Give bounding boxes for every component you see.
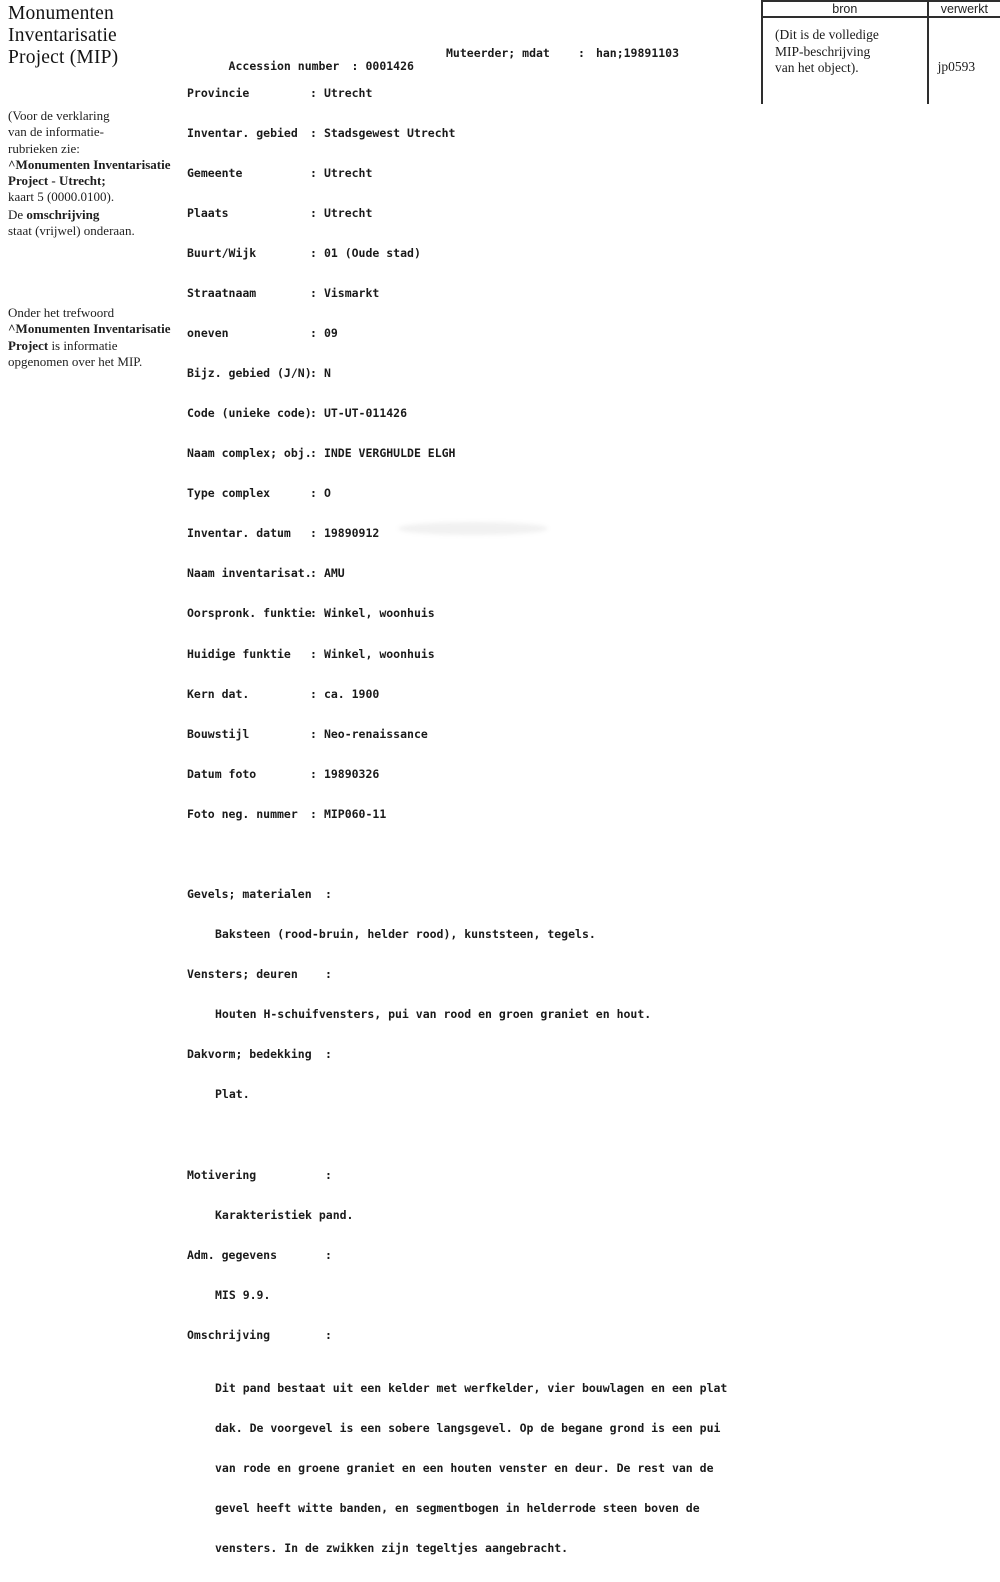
- field-label: Plaats: [187, 206, 229, 221]
- colon: :: [325, 887, 332, 901]
- colon: :: [310, 646, 317, 661]
- colon: :: [351, 59, 359, 74]
- colon: :: [325, 967, 332, 982]
- omschrijving-line: dak. De voorgevel is een sobere langsgevel. Op de begane grond is een pui: [215, 1421, 721, 1436]
- page-title: [8, 3, 188, 69]
- section-text-row: Houten H-schuifvensters, pui van rood en groen graniet en hout.: [215, 1007, 652, 1022]
- bron-column-header: bron: [763, 2, 927, 18]
- field-row: [187, 688, 787, 701]
- field-row: [187, 768, 787, 781]
- section-heading-row: [187, 1048, 787, 1061]
- field-row: [187, 728, 787, 741]
- field-label: Type complex: [187, 486, 271, 501]
- colon: :: [310, 166, 317, 181]
- sidebar-note-verklaring: [8, 108, 188, 206]
- field-value: han;19891103: [595, 46, 680, 61]
- colon: :: [310, 766, 317, 781]
- note-line-bold: ^Monumenten Inventarisatie: [8, 321, 171, 337]
- colon: :: [310, 566, 317, 581]
- field-label: Inventar. gebied: [187, 126, 298, 141]
- field-row: [187, 167, 787, 180]
- colon: :: [310, 326, 317, 341]
- sidebar-note-trefwoord: [8, 305, 188, 370]
- field-label: Accession number: [228, 59, 340, 74]
- field-value: Winkel, woonhuis: [323, 646, 435, 661]
- colon: :: [310, 286, 317, 301]
- field-row: [187, 247, 787, 260]
- note-line: opgenomen over het MIP.: [8, 353, 143, 369]
- bron-cell: [763, 18, 927, 77]
- scan-artifact: [398, 522, 548, 535]
- note-text-bold: Project: [8, 337, 49, 353]
- field-label: Oorspronk. funktie: [187, 606, 312, 621]
- field-label: Inventar. datum: [187, 526, 291, 541]
- field-row: [187, 808, 787, 821]
- colon: :: [310, 406, 317, 421]
- field-label: Muteerder; mdat: [446, 46, 550, 61]
- field-row: [187, 87, 787, 100]
- colon: :: [310, 246, 317, 261]
- bron-verwerkt-table: [761, 0, 1000, 104]
- note-line: staat (vrijwel) onderaan.: [8, 223, 135, 239]
- field-label: Buurt/Wijk: [187, 246, 257, 261]
- colon: :: [325, 1247, 332, 1262]
- note-line-bold: ^Monumenten Inventarisatie: [8, 156, 171, 172]
- omschrijving-line: van rode en groene graniet en een houten venster en deur. De rest van de: [215, 1461, 714, 1476]
- field-value: 09: [323, 326, 338, 341]
- field-value: Utrecht: [323, 166, 373, 181]
- field-label: Code (unieke code): [187, 406, 312, 421]
- bron-cell-line: MIP-beschrijving: [775, 43, 871, 59]
- section-text-row: Baksteen (rood-bruin, helder rood), kunststeen, tegels.: [215, 927, 596, 942]
- section-label: Vensters; deuren: [187, 967, 298, 982]
- field-value: Utrecht: [323, 86, 373, 101]
- field-value: UT-UT-011426: [323, 406, 408, 421]
- field-row: [187, 487, 787, 500]
- field-value: 19890326: [323, 766, 380, 781]
- field-row: [187, 607, 787, 620]
- field-row: [187, 407, 787, 420]
- note-text: is informatie: [48, 337, 118, 353]
- field-label: Provincie: [187, 86, 250, 101]
- section-label: Motivering: [187, 1167, 257, 1182]
- field-label: Bijz. gebied (J/N): [187, 366, 312, 381]
- bron-cell-line: (Dit is de volledige: [775, 27, 879, 42]
- omschrijving-line: Dit pand bestaat uit een kelder met werfkelder, vier bouwlagen en een plat: [215, 1381, 728, 1396]
- record-form: [187, 7, 787, 1582]
- page-title-line: Project (MIP): [8, 47, 119, 68]
- note-line-bold: Project - Utrecht;: [8, 173, 106, 189]
- colon: :: [310, 446, 317, 461]
- colon: :: [325, 1167, 332, 1182]
- section-text-row: Karakteristiek pand.: [215, 1207, 354, 1222]
- field-value: Utrecht: [323, 206, 373, 221]
- note-line: kaart 5 (0000.0100).: [8, 189, 115, 205]
- note-text-bold: omschrijving: [26, 207, 100, 222]
- field-value: ca. 1900: [323, 686, 380, 701]
- field-label: Kern dat.: [187, 686, 250, 701]
- section-heading-row: [187, 1169, 787, 1182]
- field-label: Datum foto: [187, 766, 257, 781]
- note-line: rubrieken zie:: [8, 140, 80, 156]
- note-line: [8, 338, 188, 354]
- note-text: De: [8, 207, 27, 222]
- field-row: [187, 287, 787, 300]
- colon: :: [310, 486, 317, 501]
- field-row: [187, 447, 787, 460]
- field-value: 19890912: [323, 526, 380, 541]
- page-title-line: Inventarisatie: [8, 25, 117, 46]
- section-label: Gevels; materialen: [187, 887, 312, 901]
- colon: :: [310, 726, 317, 741]
- section-heading-row: [187, 968, 787, 981]
- colon: :: [325, 1327, 332, 1342]
- field-row: [187, 207, 787, 220]
- colon: :: [310, 126, 317, 141]
- bron-cell-line: van het object).: [775, 60, 859, 75]
- note-line: Onder het trefwoord: [8, 305, 115, 320]
- field-label: Straatnaam: [187, 286, 257, 301]
- colon: :: [310, 366, 317, 381]
- field-label: Naam inventarisat.: [187, 566, 312, 581]
- field-row: [187, 327, 787, 340]
- omschrijving-line: vensters. In de zwikken zijn tegeltjes aangebracht.: [215, 1541, 569, 1556]
- field-label: Naam complex; obj.: [187, 446, 312, 461]
- section-label: Omschrijving: [187, 1327, 271, 1342]
- field-value: Stadsgewest Utrecht: [323, 126, 456, 141]
- field-value: O: [323, 486, 331, 501]
- muteerder-field: [446, 47, 679, 60]
- verwerkt-column-header: verwerkt: [929, 2, 1000, 18]
- field-value: 01 (Oude stad): [323, 246, 421, 261]
- colon: :: [310, 806, 317, 821]
- section-heading-row: [187, 1249, 787, 1262]
- field-value: AMU: [323, 566, 345, 581]
- field-value: N: [323, 366, 331, 381]
- section-label: Adm. gegevens: [187, 1247, 278, 1262]
- field-row: [187, 567, 787, 580]
- section-heading-row: [187, 1329, 787, 1342]
- colon: :: [578, 46, 585, 61]
- section-text-row: MIS 9.9.: [215, 1287, 271, 1302]
- field-row: [187, 127, 787, 140]
- colon: :: [310, 526, 317, 541]
- section-label: Dakvorm; bedekking: [187, 1047, 312, 1062]
- colon: :: [310, 686, 317, 701]
- section-heading-row: [187, 888, 787, 901]
- field-label: oneven: [187, 326, 229, 341]
- page-title-line: Monumenten: [8, 3, 114, 24]
- omschrijving-line: gevel heeft witte banden, en segmentbogen in helderrode steen boven de: [215, 1501, 700, 1516]
- note-line: (Voor de verklaring: [8, 108, 110, 123]
- colon: :: [310, 86, 317, 101]
- note-line: [8, 207, 188, 223]
- field-value: MIP060-11: [323, 806, 387, 821]
- field-row: [187, 46, 787, 74]
- colon: :: [310, 606, 317, 621]
- field-value: Winkel, woonhuis: [323, 606, 435, 621]
- colon: :: [325, 1047, 332, 1062]
- field-row: [187, 367, 787, 380]
- field-label: Foto neg. nummer: [187, 806, 298, 821]
- verwerkt-column: [927, 2, 1000, 104]
- field-row: [187, 648, 787, 661]
- bron-column: [763, 2, 927, 104]
- field-value: INDE VERGHULDE ELGH: [323, 446, 456, 461]
- section-text-row: Plat.: [215, 1087, 250, 1102]
- field-value: Vismarkt: [323, 286, 380, 301]
- field-value: 0001426: [365, 59, 414, 74]
- verwerkt-cell: jp0593: [937, 59, 976, 74]
- field-label: Bouwstijl: [187, 726, 250, 741]
- field-label: Gemeente: [187, 166, 243, 181]
- sidebar-note-omschrijving: [8, 207, 188, 240]
- colon: :: [310, 206, 317, 221]
- field-label: Huidige funktie: [187, 646, 291, 661]
- field-value: Neo-renaissance: [323, 726, 428, 741]
- note-line: van de informatie-: [8, 124, 105, 140]
